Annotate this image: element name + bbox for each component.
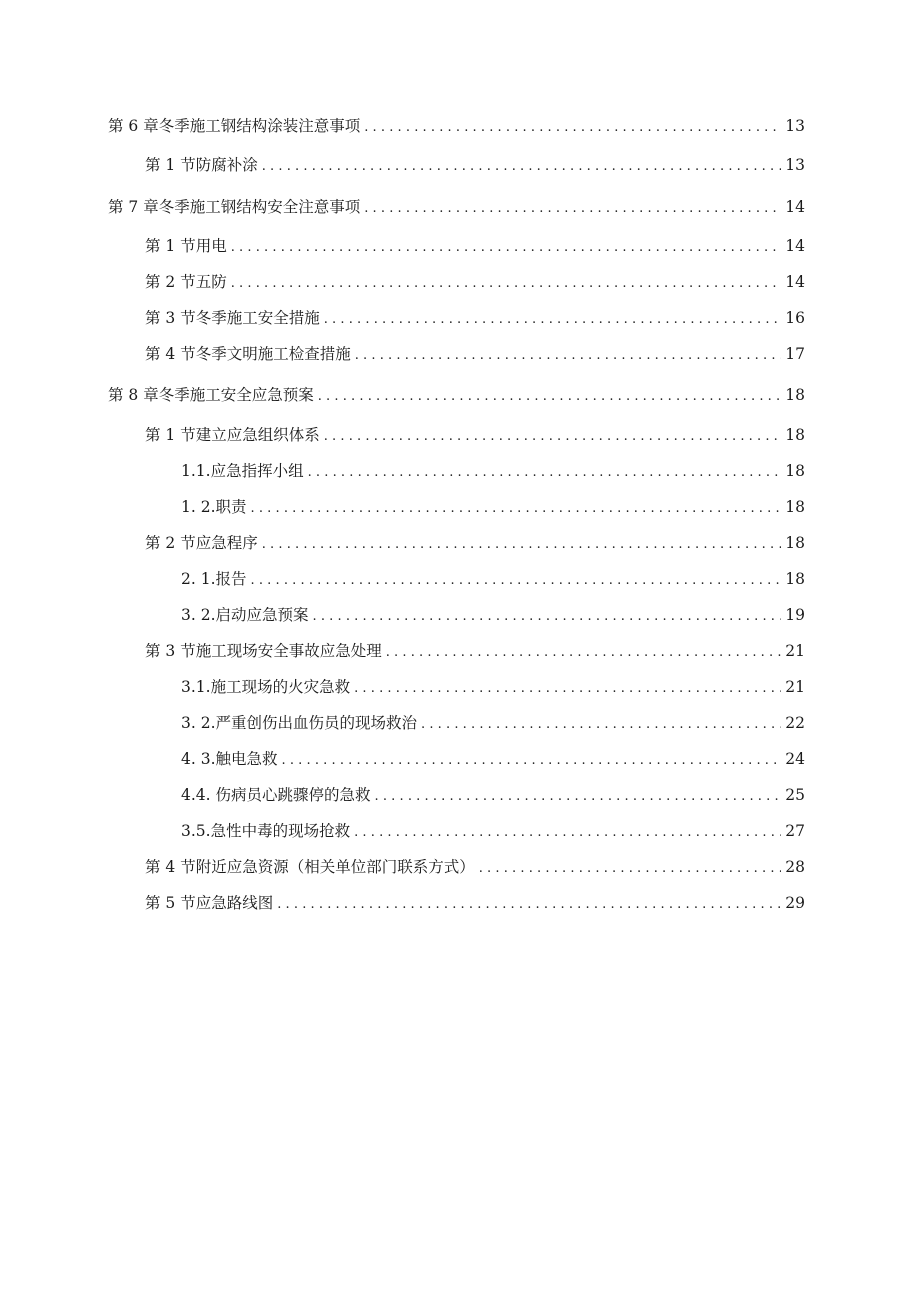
toc-leader-dots [324, 308, 782, 332]
toc-leader-dots [262, 155, 782, 179]
toc-leader-dots [355, 344, 782, 368]
toc-entry-page: 18 [785, 426, 805, 444]
toc-entry-page: 18 [785, 498, 805, 516]
toc-entry-title: 2. 1.报告 [181, 570, 247, 588]
toc-entry[interactable] [181, 459, 805, 483]
toc-entry-page: 22 [785, 714, 805, 732]
toc-leader-dots [277, 893, 781, 917]
toc-entry-title: 第 1 节建立应急组织体系 [145, 426, 320, 444]
toc-entry-title: 3.1.施工现场的火灾急救 [181, 678, 351, 696]
toc-leader-dots [282, 749, 782, 773]
toc-entry-page: 29 [785, 894, 805, 912]
toc-leader-dots [231, 236, 782, 260]
toc-entry-page: 17 [785, 345, 805, 363]
toc-entry[interactable] [181, 675, 805, 699]
toc-leader-dots [324, 425, 782, 449]
toc-entry-title: 3. 2.启动应急预案 [181, 606, 309, 624]
toc-leader-dots [308, 461, 782, 485]
toc-entry[interactable] [145, 270, 805, 294]
toc-entry[interactable] [181, 711, 805, 735]
toc-entry[interactable] [108, 383, 805, 407]
toc-entry-page: 25 [785, 786, 805, 804]
toc-entry-page: 19 [785, 606, 805, 624]
toc-entry[interactable] [145, 891, 805, 915]
toc-entry[interactable] [145, 306, 805, 330]
toc-entry-page: 28 [785, 858, 805, 876]
toc-entry-title: 第 1 节防腐补涂 [145, 156, 258, 174]
toc-entry-title: 第 4 节冬季文明施工检查措施 [145, 345, 351, 363]
toc-entry-title: 第 6 章冬季施工钢结构涂装注意事项 [108, 117, 361, 135]
toc-entry-title: 第 3 节施工现场安全事故应急处理 [145, 642, 382, 660]
toc-entry[interactable] [181, 495, 805, 519]
toc-entry-title: 4.4. 伤病员心跳骤停的急救 [181, 786, 371, 804]
toc-leader-dots [231, 272, 782, 296]
toc-entry-title: 第 3 节冬季施工安全措施 [145, 309, 320, 327]
toc-entry-page: 14 [785, 273, 805, 291]
toc-entry[interactable] [145, 342, 805, 366]
toc-entry-title: 第 2 节五防 [145, 273, 227, 291]
toc-leader-dots [251, 497, 782, 521]
toc-entry-page: 13 [785, 117, 805, 135]
toc-entry-page: 14 [785, 198, 805, 216]
toc-leader-dots [318, 385, 782, 409]
toc-entry[interactable] [145, 531, 805, 555]
toc-entry-page: 18 [785, 386, 805, 404]
toc-leader-dots [364, 197, 781, 221]
toc-leader-dots [251, 569, 782, 593]
toc-entry[interactable] [145, 423, 805, 447]
toc-entry[interactable] [108, 114, 805, 138]
toc-leader-dots [364, 116, 781, 140]
toc-leader-dots [375, 785, 782, 809]
toc-entry-page: 27 [785, 822, 805, 840]
toc-entry-page: 21 [785, 642, 805, 660]
toc-entry[interactable] [145, 855, 805, 879]
toc-entry-title: 4. 3.触电急救 [181, 750, 278, 768]
toc-entry-title: 第 4 节附近应急资源（相关单位部门联系方式） [145, 858, 475, 876]
toc-entry[interactable] [181, 819, 805, 843]
toc-entry-title: 第 7 章冬季施工钢结构安全注意事项 [108, 198, 361, 216]
toc-entry[interactable] [108, 195, 805, 219]
toc-leader-dots [479, 857, 782, 881]
toc-entry-page: 18 [785, 570, 805, 588]
toc-leader-dots [354, 821, 781, 845]
toc-entry-page: 18 [785, 534, 805, 552]
toc-entry[interactable] [181, 603, 805, 627]
toc-entry[interactable] [145, 639, 805, 663]
toc-entry[interactable] [181, 747, 805, 771]
toc-entry-title: 1. 2.职责 [181, 498, 247, 516]
toc-leader-dots [386, 641, 782, 665]
toc-entry-title: 第 1 节用电 [145, 237, 227, 255]
toc-entry-page: 18 [785, 462, 805, 480]
toc-entry-page: 16 [785, 309, 805, 327]
toc-entry[interactable] [145, 153, 805, 177]
toc-entry-title: 3.5.急性中毒的现场抢救 [181, 822, 351, 840]
toc-entry[interactable] [181, 567, 805, 591]
toc-entry-title: 第 8 章冬季施工安全应急预案 [108, 386, 314, 404]
toc-entry[interactable] [145, 234, 805, 258]
toc-entry-page: 24 [785, 750, 805, 768]
toc-leader-dots [354, 677, 781, 701]
toc-entry-title: 第 5 节应急路线图 [145, 894, 274, 912]
toc-entry-title: 第 2 节应急程序 [145, 534, 258, 552]
toc-entry-title: 3. 2.严重创伤出血伤员的现场救治 [181, 714, 418, 732]
toc-entry-title: 1.1.应急指挥小组 [181, 462, 304, 480]
toc-entry-page: 14 [785, 237, 805, 255]
toc-leader-dots [262, 533, 782, 557]
toc-leader-dots [421, 713, 781, 737]
toc-entry[interactable] [181, 783, 805, 807]
toc-entry-page: 21 [785, 678, 805, 696]
toc-entry-page: 13 [785, 156, 805, 174]
toc-leader-dots [313, 605, 782, 629]
